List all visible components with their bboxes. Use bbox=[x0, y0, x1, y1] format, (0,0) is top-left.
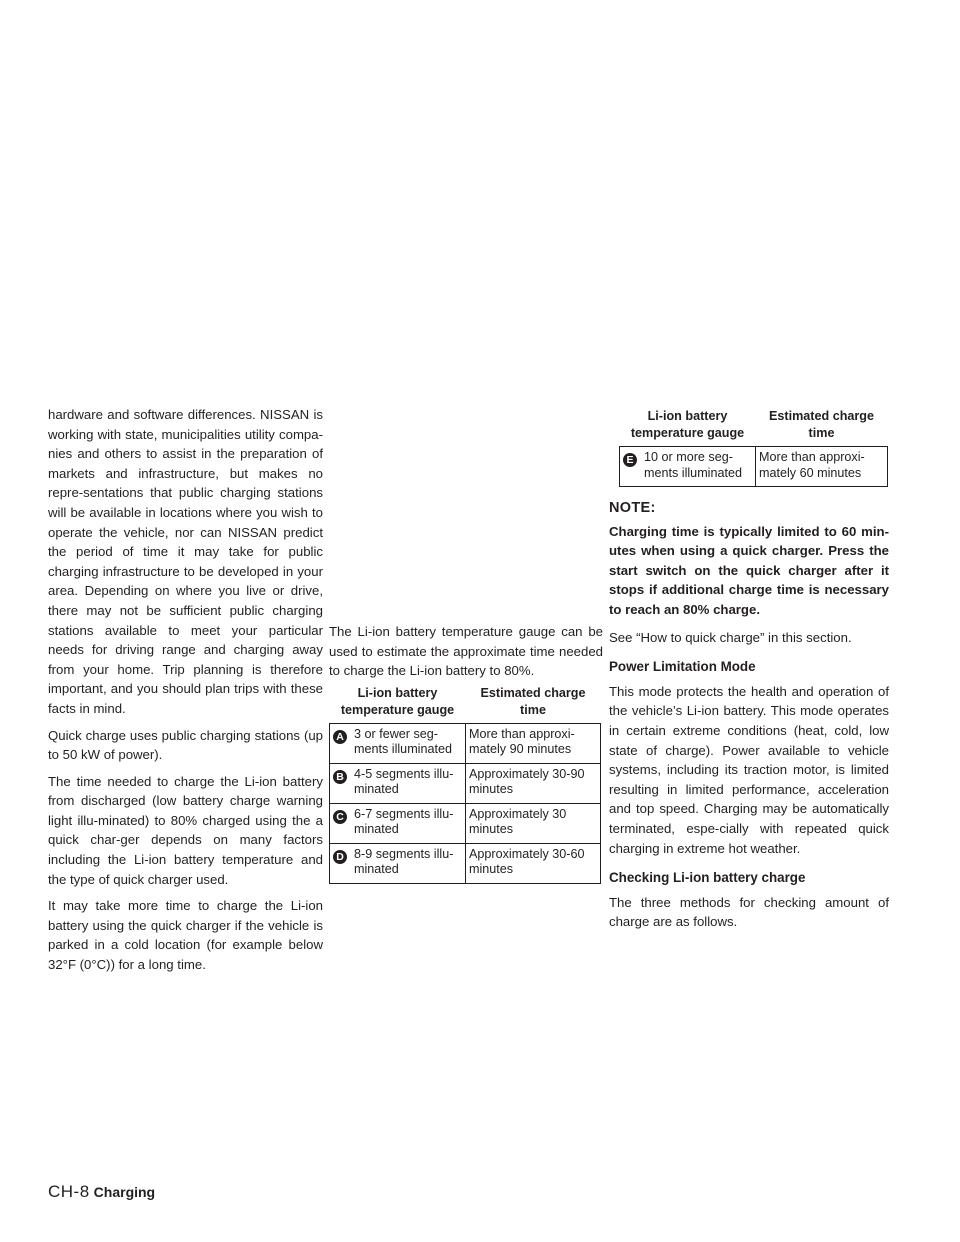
segments-cell: 8-9 segments illu-minated bbox=[351, 843, 466, 883]
segments-cell: 10 or more seg-ments illuminated bbox=[641, 447, 756, 487]
paragraph-infrastructure: hardware and software differences. NISSAN is working with state, municipalities utility compa-nies and others to assist in the preparation of markets and infrastructure, but makes no repre-sentations that public charging stations will be available in locations where you wish to operate the vehicle, nor can NISSAN predict the period of time it may take for public charging infrastructure to be developed in your area. Depending on where you live or drive, there may not be sufficient public charging stations available to meet your particular needs for driving range and charging away from your home. Trip planning is therefore important, and you should plan trips with these facts in mind. bbox=[48, 407, 323, 716]
time-cell: Approximately 30-60 minutes bbox=[466, 843, 601, 883]
charge-time-table-continued bbox=[619, 408, 888, 487]
page-footer bbox=[48, 1182, 155, 1202]
time-cell: Approximately 30-90 minutes bbox=[466, 763, 601, 803]
header-estimated-time: Estimated charge time bbox=[756, 408, 888, 447]
time-cell: Approximately 30 minutes bbox=[466, 803, 601, 843]
power-limitation-body: This mode protects the health and operation of the vehicle’s Li-ion battery. This mode operates in certain extreme conditions (heat, cold, low state of charge). Power available to vehicle systems, including its traction motor, is limited resulting in limited performance, acceleration and top speed. Charging may be automatically terminated, espe-cially with repeated quick charging in extreme hot weather. bbox=[609, 683, 889, 856]
right-column bbox=[609, 408, 889, 939]
paragraph-cold-location: It may take more time to charge the Li-ion battery using the quick charger if the vehicle is parked in a cold location (for example below 32°F (0°C)) for a long time. bbox=[48, 898, 323, 973]
see-also-text: See “How to quick charge” in this section. bbox=[609, 629, 852, 645]
charge-time-table bbox=[329, 685, 601, 884]
table-row bbox=[620, 447, 888, 487]
circle-letter-icon: C bbox=[333, 810, 347, 824]
header-temperature-gauge: Li-ion battery temperature gauge bbox=[330, 685, 466, 724]
circle-letter-icon: E bbox=[623, 453, 637, 467]
charge-time-table-cont bbox=[619, 408, 888, 487]
checking-charge-heading: Checking Li-ion battery charge bbox=[609, 870, 806, 886]
paragraph-quick-charge-power: Quick charge uses public charging stations (up to 50 kW of power). bbox=[48, 727, 323, 763]
segments-cell: 4-5 segments illu-minated bbox=[351, 763, 466, 803]
time-cell: More than approxi-mately 90 minutes bbox=[466, 723, 601, 763]
table-row bbox=[330, 763, 601, 803]
note-body: Charging time is typically limited to 60 min-utes when using a quick charger. Press the start switch on the quick charger after it stops if additional charge time is necessary to reach an 80% charge. bbox=[609, 523, 889, 617]
charge-time-table-main bbox=[329, 685, 601, 884]
table-row bbox=[330, 723, 601, 763]
circle-letter-icon: A bbox=[333, 730, 347, 744]
table-row bbox=[330, 843, 601, 883]
time-cell: More than approxi-mately 60 minutes bbox=[756, 447, 888, 487]
header-temperature-gauge: Li-ion battery temperature gauge bbox=[620, 408, 756, 447]
paragraph-gauge-intro: The Li-ion battery temperature gauge can be used to estimate the approximate time needed to charge the Li-ion battery to 80%. bbox=[329, 624, 603, 679]
power-limitation-heading: Power Limitation Mode bbox=[609, 659, 756, 675]
table-row bbox=[330, 803, 601, 843]
left-column bbox=[48, 405, 323, 982]
middle-column bbox=[329, 622, 603, 884]
section-name: Charging bbox=[93, 1184, 156, 1200]
page-number: CH-8 bbox=[48, 1182, 90, 1201]
circle-letter-icon: D bbox=[333, 850, 347, 864]
segments-cell: 3 or fewer seg-ments illuminated bbox=[351, 723, 466, 763]
segments-cell: 6-7 segments illu-minated bbox=[351, 803, 466, 843]
paragraph-charge-time-factors: The time needed to charge the Li-ion battery from discharged (low battery charge warning light illu-minated) to 80% charged using the a quick char-ger depends on many factors including the Li-ion battery temperature and the type of quick charger used. bbox=[48, 773, 323, 887]
note-heading: NOTE: bbox=[609, 500, 656, 516]
circle-letter-icon: B bbox=[333, 770, 347, 784]
header-estimated-time: Estimated charge time bbox=[466, 685, 601, 724]
checking-charge-body: The three methods for checking amount of charge are as follows. bbox=[609, 894, 889, 930]
